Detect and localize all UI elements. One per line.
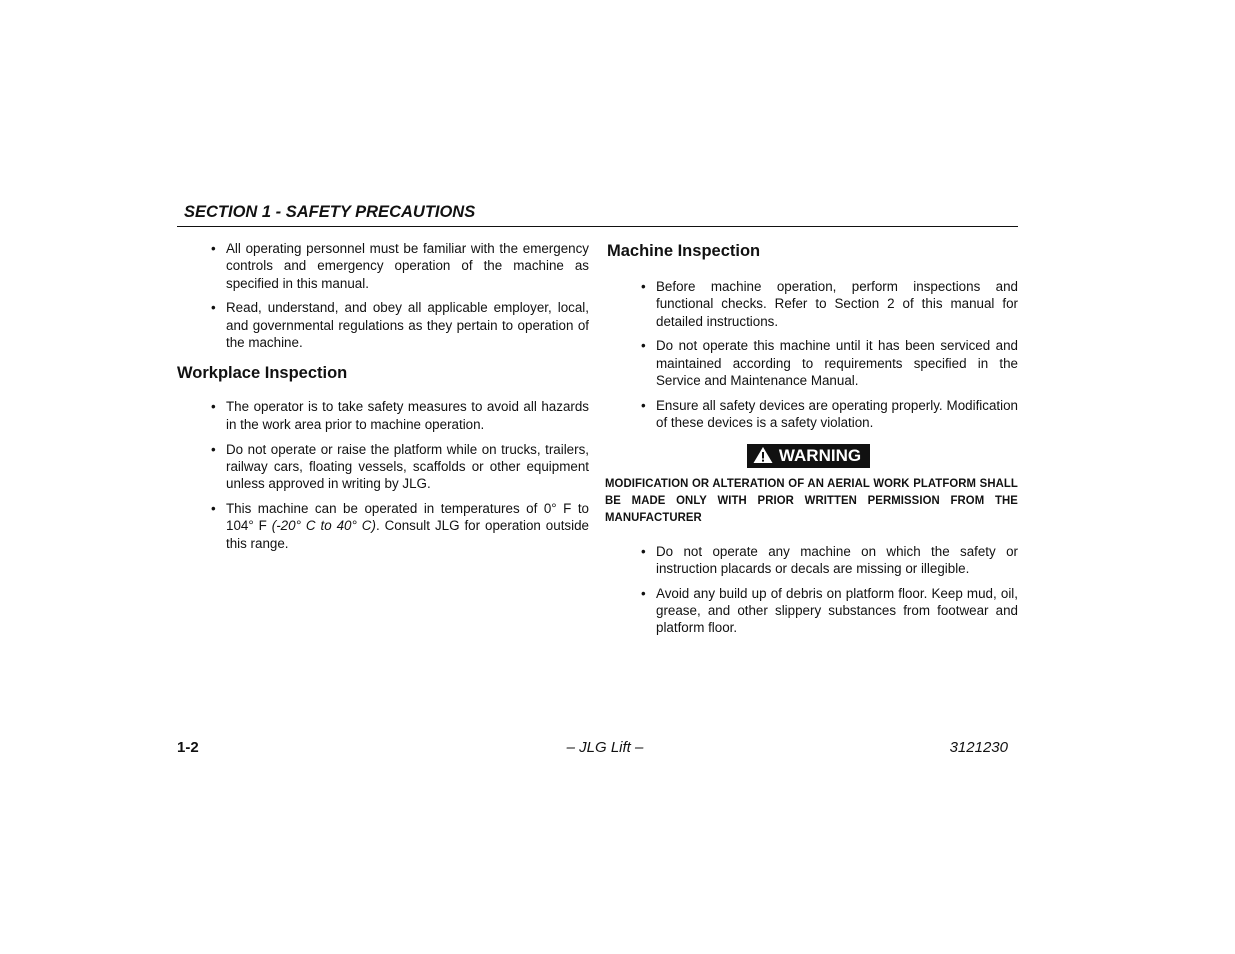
list-item: • The operator is to take safety measures to avoid all hazards in the work area prior to machine operation. [211, 399, 589, 432]
temperature-celsius: (-20° C to 40° C) [271, 518, 376, 534]
bullet-icon: • [641, 585, 646, 601]
list-item: • Do not operate any machine on which the safety or instruction placards or decals are missing or illegible. [641, 543, 1018, 576]
intro-bullet-list [177, 240, 589, 351]
bullet-icon: • [641, 543, 646, 559]
bullet-icon: • [211, 501, 216, 517]
warning-label: WARNING [778, 445, 862, 465]
list-item: • Do not operate this machine until it has been serviced and maintained according to requirements specified in the Service and Maintenance Manual. [641, 338, 1018, 389]
bullet-icon: • [641, 279, 646, 294]
workplace-inspection-heading: Workplace Inspection [177, 364, 348, 383]
machine-inspection-heading: Machine Inspection [607, 242, 761, 260]
machine-bullet-list [605, 278, 1018, 432]
bullet-icon: • [211, 399, 216, 415]
right-column [605, 240, 1018, 644]
header-rule [177, 226, 1018, 227]
list-item: • All operating personnel must be familiar with the emergency controls and emergency operation of the machine as specified in this manual. [211, 241, 589, 291]
list-item-temperature: • This machine can be operated in temperatures of 0° F to 104° F (-20° C to 40° C). Consult JLG for operation outside this range. [211, 501, 589, 551]
list-item: • Ensure all safety devices are operating properly. Modification of these devices is a safety violation. [641, 397, 1018, 431]
post-warning-bullet-list [605, 543, 1018, 637]
list-item: • Before machine operation, perform inspections and functional checks. Refer to Section 2 of this manual for detailed instructions. [641, 279, 1018, 329]
bullet-icon: • [211, 300, 216, 316]
warning-triangle-icon [753, 446, 773, 464]
document-number: 3121230 [949, 739, 1008, 756]
left-column [177, 240, 589, 560]
warning-text: MODIFICATION OR ALTERATION OF AN AERIAL WORK PLATFORM SHALL BE MADE ONLY WITH PRIOR WRITTEN PERMISSION FROM THE MANUFACTURER [605, 475, 1018, 524]
warning-badge [747, 444, 870, 468]
bullet-icon: • [211, 241, 216, 256]
list-item: • Avoid any build up of debris on platform floor. Keep mud, oil, grease, and other slippery substances from footwear and platform floor. [641, 585, 1018, 636]
list-item: • Do not operate or raise the platform while on trucks, trailers, railway cars, floating vessels, scaffolds or other equipment unless approved in writing by JLG. [211, 441, 589, 492]
bullet-icon: • [211, 441, 216, 457]
footer-title: – JLG Lift – [566, 739, 644, 756]
page-number: 1-2 [177, 739, 199, 756]
bullet-icon: • [641, 338, 646, 354]
workplace-bullet-list [177, 398, 589, 552]
section-title: SECTION 1 - SAFETY PRECAUTIONS [184, 203, 476, 221]
list-item: • Read, understand, and obey all applicable employer, local, and governmental regulations as they pertain to operation of the machine. [211, 300, 589, 351]
warning-box [605, 444, 1018, 470]
bullet-icon: • [641, 397, 646, 413]
